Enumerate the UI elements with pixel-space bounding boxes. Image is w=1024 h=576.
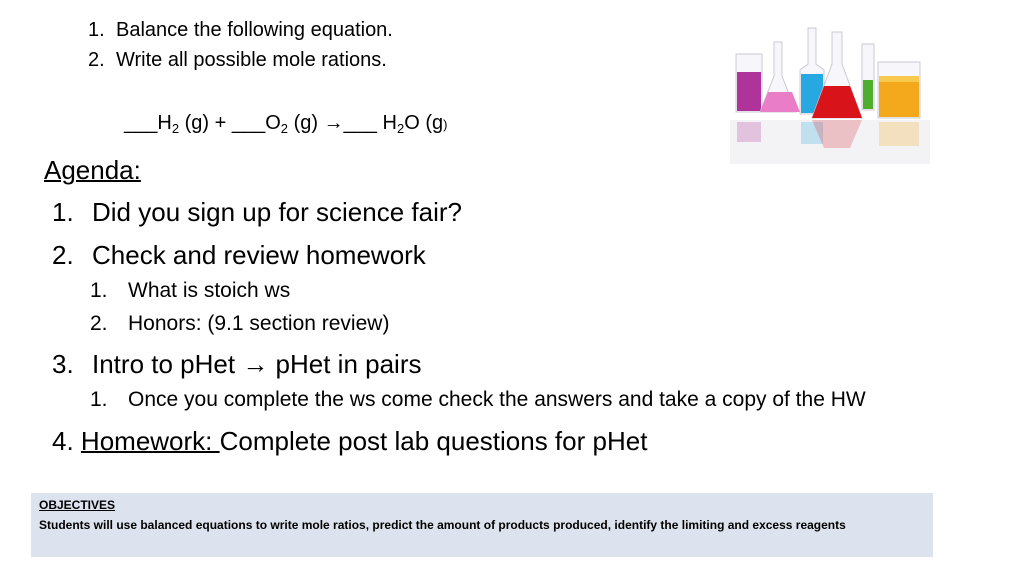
arrow-icon: → <box>242 349 269 379</box>
subitem-text: Once you complete the ws come check the answers and take a copy of the HW <box>128 388 866 411</box>
subscript: 2 <box>280 121 289 136</box>
agenda-subitem-2-2 <box>90 311 389 337</box>
state-text: (g) + <box>179 112 232 134</box>
agenda-subitem-2-1 <box>90 278 290 304</box>
item-number: 1. <box>52 197 74 227</box>
lab-flasks-image <box>724 14 934 170</box>
item-text: Did you sign up for science fair? <box>92 197 462 227</box>
agenda-item-2 <box>52 239 426 271</box>
item-text: Complete post lab questions for pHet <box>219 426 648 456</box>
agenda-item-4 <box>52 425 647 457</box>
item-number: 2. <box>52 240 74 270</box>
hydrogen-symbol: H <box>157 112 172 134</box>
objectives-heading: OBJECTIVES <box>39 498 116 512</box>
blank: ___ <box>343 112 383 134</box>
blank: ___ <box>231 112 266 134</box>
task-number: 1. <box>88 19 105 41</box>
agenda-item-1 <box>52 196 462 228</box>
water-o: O (g <box>404 112 444 134</box>
subitem-text: What is stoich ws <box>128 279 291 302</box>
task-text: Balance the following equation. <box>116 19 393 41</box>
task-text: Write all possible mole rations. <box>116 49 387 71</box>
subscript: 2 <box>171 121 180 136</box>
state-text: (g) <box>288 112 324 134</box>
arrow-icon: → <box>323 112 344 134</box>
item-number: 4. <box>52 426 81 456</box>
item-text: Intro to pHet <box>92 349 243 379</box>
item-text: Check and review homework <box>92 240 426 270</box>
task-2 <box>88 48 387 72</box>
subitem-number: 1. <box>90 279 108 302</box>
item-number: 3. <box>52 349 74 379</box>
oxygen-symbol: O <box>265 112 281 134</box>
objectives-box <box>31 493 933 557</box>
agenda-title: Agenda: <box>44 155 141 185</box>
close-paren: ) <box>443 117 448 132</box>
objectives-text: Students will use balanced equations to write mole ratios, predict the amount of products produced, identify the limiting and excess reagents <box>39 518 846 532</box>
item-text: pHet in pairs <box>268 349 422 379</box>
chemical-equation <box>124 110 447 138</box>
homework-label: Homework: <box>80 426 220 456</box>
water-h: H <box>382 112 397 134</box>
subitem-text: Honors: (9.1 section review) <box>128 312 390 335</box>
agenda-item-3 <box>52 348 422 380</box>
subscript: 2 <box>396 121 405 136</box>
subitem-number: 1. <box>90 388 108 411</box>
blank: ___ <box>124 112 158 134</box>
task-number: 2. <box>88 49 105 71</box>
agenda-subitem-3-1 <box>90 387 866 413</box>
task-1 <box>88 18 393 42</box>
subitem-number: 2. <box>90 312 108 335</box>
